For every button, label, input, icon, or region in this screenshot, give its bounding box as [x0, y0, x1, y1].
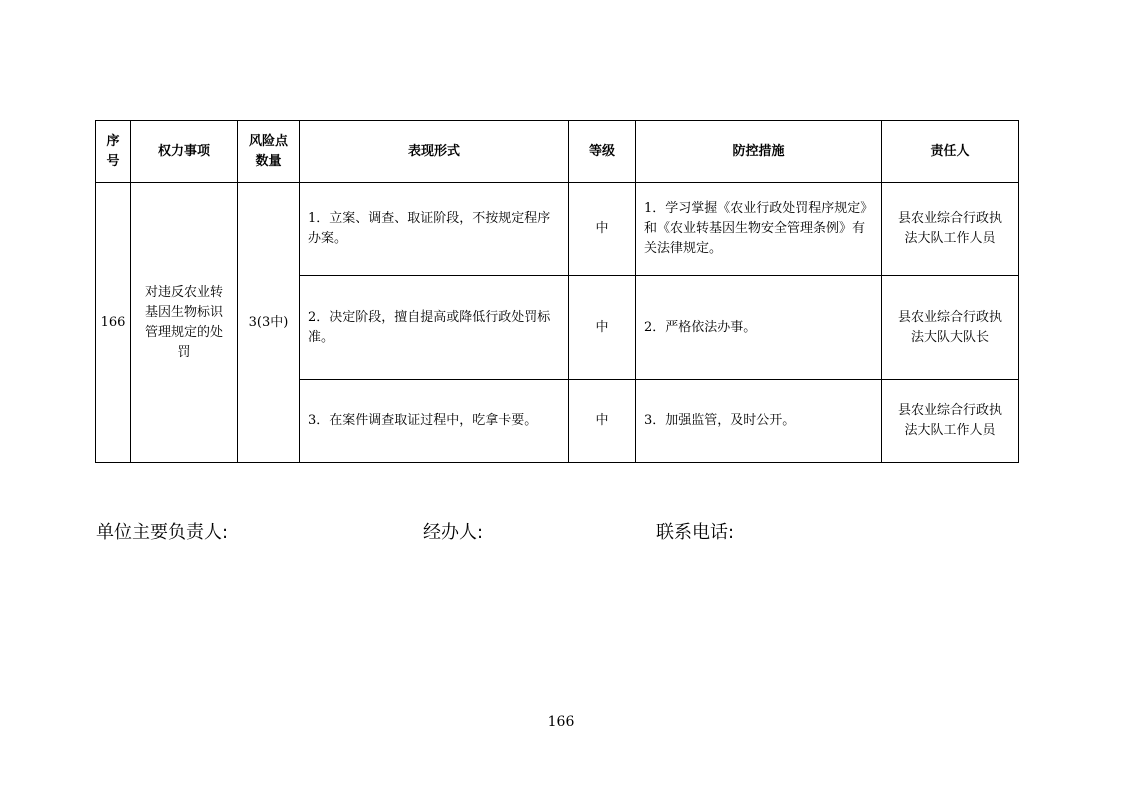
- manifestation-cell: 2．决定阶段，擅自提高或降低行政处罚标准。: [300, 276, 569, 380]
- measures-cell: 1．学习掌握《农业行政处罚程序规定》和《农业转基因生物安全管理条例》有关法律规定。: [636, 183, 882, 276]
- level-cell: 中: [569, 276, 636, 380]
- manifestation-cell: 1．立案、调查、取证阶段，不按规定程序办案。: [300, 183, 569, 276]
- header-row: [96, 121, 1019, 183]
- table-row: [96, 183, 1019, 276]
- risk-table: [95, 120, 1019, 463]
- unit-head-label: 单位主要负责人:: [96, 522, 229, 543]
- header-risk-count: 风险点 数量: [238, 121, 300, 183]
- measures-cell: 2．严格依法办事。: [636, 276, 882, 380]
- level-cell: 中: [569, 380, 636, 463]
- record-no: 166: [96, 183, 131, 463]
- level-cell: 中: [569, 183, 636, 276]
- record-item: 对违反农业转基因生物标识管理规定的处罚: [131, 183, 238, 463]
- header-no: 序 号: [96, 121, 131, 183]
- phone-label: 联系电话:: [656, 522, 735, 543]
- responsible-cell: 县农业综合行政执法大队大队长: [882, 276, 1019, 380]
- header-responsible: 责任人: [882, 121, 1019, 183]
- header-manifestation: 表现形式: [300, 121, 569, 183]
- measures-cell: 3．加强监管，及时公开。: [636, 380, 882, 463]
- manifestation-cell: 3．在案件调查取证过程中，吃拿卡要。: [300, 380, 569, 463]
- header-measures: 防控措施: [636, 121, 882, 183]
- header-level: 等级: [569, 121, 636, 183]
- record-risk-count: 3(3中): [238, 183, 300, 463]
- header-item: 权力事项: [131, 121, 238, 183]
- page-number: 166: [547, 714, 575, 730]
- responsible-cell: 县农业综合行政执法大队工作人员: [882, 380, 1019, 463]
- responsible-cell: 县农业综合行政执法大队工作人员: [882, 183, 1019, 276]
- handler-label: 经办人:: [423, 522, 484, 543]
